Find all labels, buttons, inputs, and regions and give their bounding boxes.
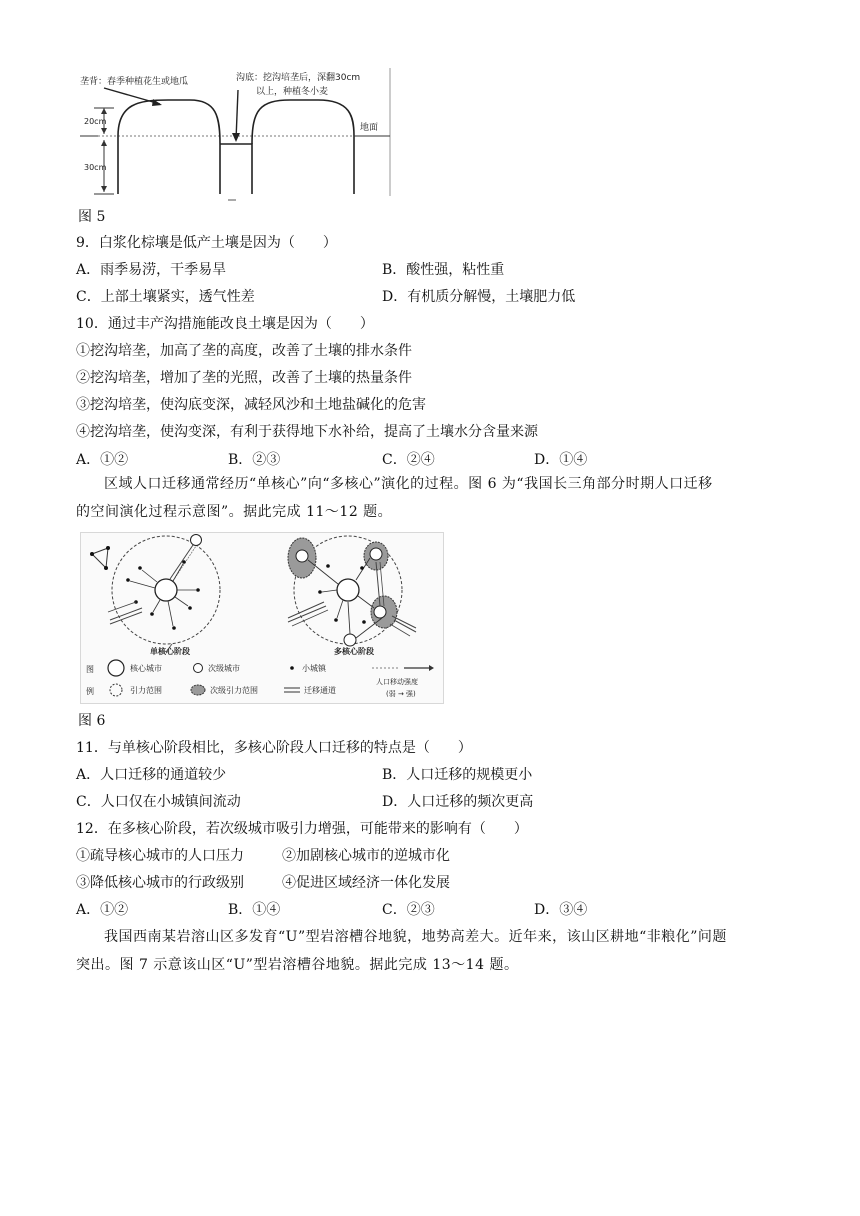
ridge-label: 垄背：春季种植花生或地瓜 bbox=[80, 77, 189, 87]
q10-stem: 10．通过丰产沟措施能改良土壤是因为（ ） bbox=[76, 316, 374, 332]
q12-item-1: ①疏导核心城市的人口压力 bbox=[76, 848, 244, 864]
q9-option-d: D．有机质分解慢，土壤肥力低 bbox=[382, 289, 576, 305]
legend-title-2: 例 bbox=[86, 687, 94, 696]
figure-6-diagram bbox=[80, 532, 444, 704]
stage-1-label: 单核心阶段 bbox=[150, 647, 190, 656]
small-town-icon bbox=[290, 666, 294, 670]
ditch-label-line2: 以上，种植冬小麦 bbox=[256, 87, 329, 97]
stage-2-label: 多核心阶段 bbox=[334, 647, 374, 656]
legend-flow-intensity: 人口移动强度 bbox=[376, 678, 418, 686]
secondary-city-icon bbox=[194, 664, 203, 673]
q9-stem: 9．白浆化棕壤是低产土壤是因为（ ） bbox=[76, 235, 337, 251]
passage-11-12-line2: 的空间演化过程示意图”。据此完成 11～12 题。 bbox=[76, 504, 393, 520]
q12-option-c: C．②③ bbox=[382, 902, 435, 918]
legend-secondary-city: 次级城市 bbox=[208, 664, 240, 673]
figure-6-caption: 图 6 bbox=[78, 713, 106, 729]
legend-flow-range: (弱 → 强) bbox=[386, 690, 416, 698]
secondary-attraction-icon bbox=[191, 685, 205, 695]
q10-option-b: B．②③ bbox=[228, 452, 281, 468]
legend-small-town: 小城镇 bbox=[302, 664, 326, 673]
q12-option-a: A．①② bbox=[76, 902, 129, 918]
dim-20-label: 20cm bbox=[84, 117, 107, 126]
q10-item-1: ①挖沟培垄，加高了垄的高度，改善了土壤的排水条件 bbox=[76, 343, 412, 359]
passage-13-14 bbox=[76, 923, 788, 979]
dim-30-label: 30cm bbox=[84, 163, 107, 172]
passage-11-12-line1: 区域人口迁移通常经历“单核心”向“多核心”演化的过程。图 6 为“我国长三角部分时期人口迁移 bbox=[104, 476, 713, 492]
q11-option-d: D．人口迁移的频次更高 bbox=[382, 794, 534, 810]
q12-option-b: B．①④ bbox=[228, 902, 281, 918]
legend-core-city: 核心城市 bbox=[130, 664, 162, 673]
q10-item-2: ②挖沟培垄，增加了垄的光照，改善了土壤的热量条件 bbox=[76, 370, 412, 386]
ditch-label-line1: 沟底：挖沟培垄后，深翻30cm bbox=[236, 73, 361, 83]
q9-option-b: B．酸性强，粘性重 bbox=[382, 262, 505, 278]
q9-option-c: C．上部土壤紧实，透气性差 bbox=[76, 289, 255, 305]
passage-13-14-line2: 突出。图 7 示意该山区“U”型岩溶槽谷地貌。据此完成 13～14 题。 bbox=[76, 957, 519, 973]
core-city-icon bbox=[108, 660, 124, 676]
q11-option-b: B．人口迁移的规模更小 bbox=[382, 767, 533, 783]
q12-option-d: D．③④ bbox=[534, 902, 588, 918]
q12-item-4: ④促进区域经济一体化发展 bbox=[282, 875, 450, 891]
legend-title-1: 图 bbox=[86, 665, 94, 674]
figure-5-caption: 图 5 bbox=[78, 209, 106, 225]
q12-item-3: ③降低核心城市的行政级别 bbox=[76, 875, 244, 891]
q11-option-c: C．人口仅在小城镇间流动 bbox=[76, 794, 241, 810]
q10-option-c: C．②④ bbox=[382, 452, 435, 468]
q11-stem: 11．与单核心阶段相比，多核心阶段人口迁移的特点是（ ） bbox=[76, 740, 472, 756]
ground-label: 地面 bbox=[360, 123, 379, 133]
legend-channel: 迁移通道 bbox=[304, 686, 336, 695]
legend-secondary-attraction: 次级引力范围 bbox=[210, 686, 258, 695]
q10-item-4: ④挖沟培垄，使沟变深，有利于获得地下水补给，提高了土壤水分含量来源 bbox=[76, 424, 538, 440]
q9-option-a: A．雨季易涝，干季易旱 bbox=[76, 262, 227, 278]
q12-stem: 12．在多核心阶段，若次级城市吸引力增强，可能带来的影响有（ ） bbox=[76, 821, 528, 837]
q10-option-a: A．①② bbox=[76, 452, 129, 468]
passage-11-12 bbox=[76, 470, 788, 526]
q11-option-a: A．人口迁移的通道较少 bbox=[76, 767, 227, 783]
legend-attraction: 引力范围 bbox=[130, 686, 162, 695]
figure-5-diagram bbox=[78, 66, 396, 204]
passage-13-14-line1: 我国西南某岩溶山区多发育“U”型岩溶槽谷地貌，地势高差大。近年来，该山区耕地“非粮化”问题 bbox=[104, 929, 727, 945]
q12-item-2: ②加剧核心城市的逆城市化 bbox=[282, 848, 450, 864]
q10-option-d: D．①④ bbox=[534, 452, 588, 468]
q10-item-3: ③挖沟培垄，使沟底变深，减轻风沙和土地盐碱化的危害 bbox=[76, 397, 426, 413]
